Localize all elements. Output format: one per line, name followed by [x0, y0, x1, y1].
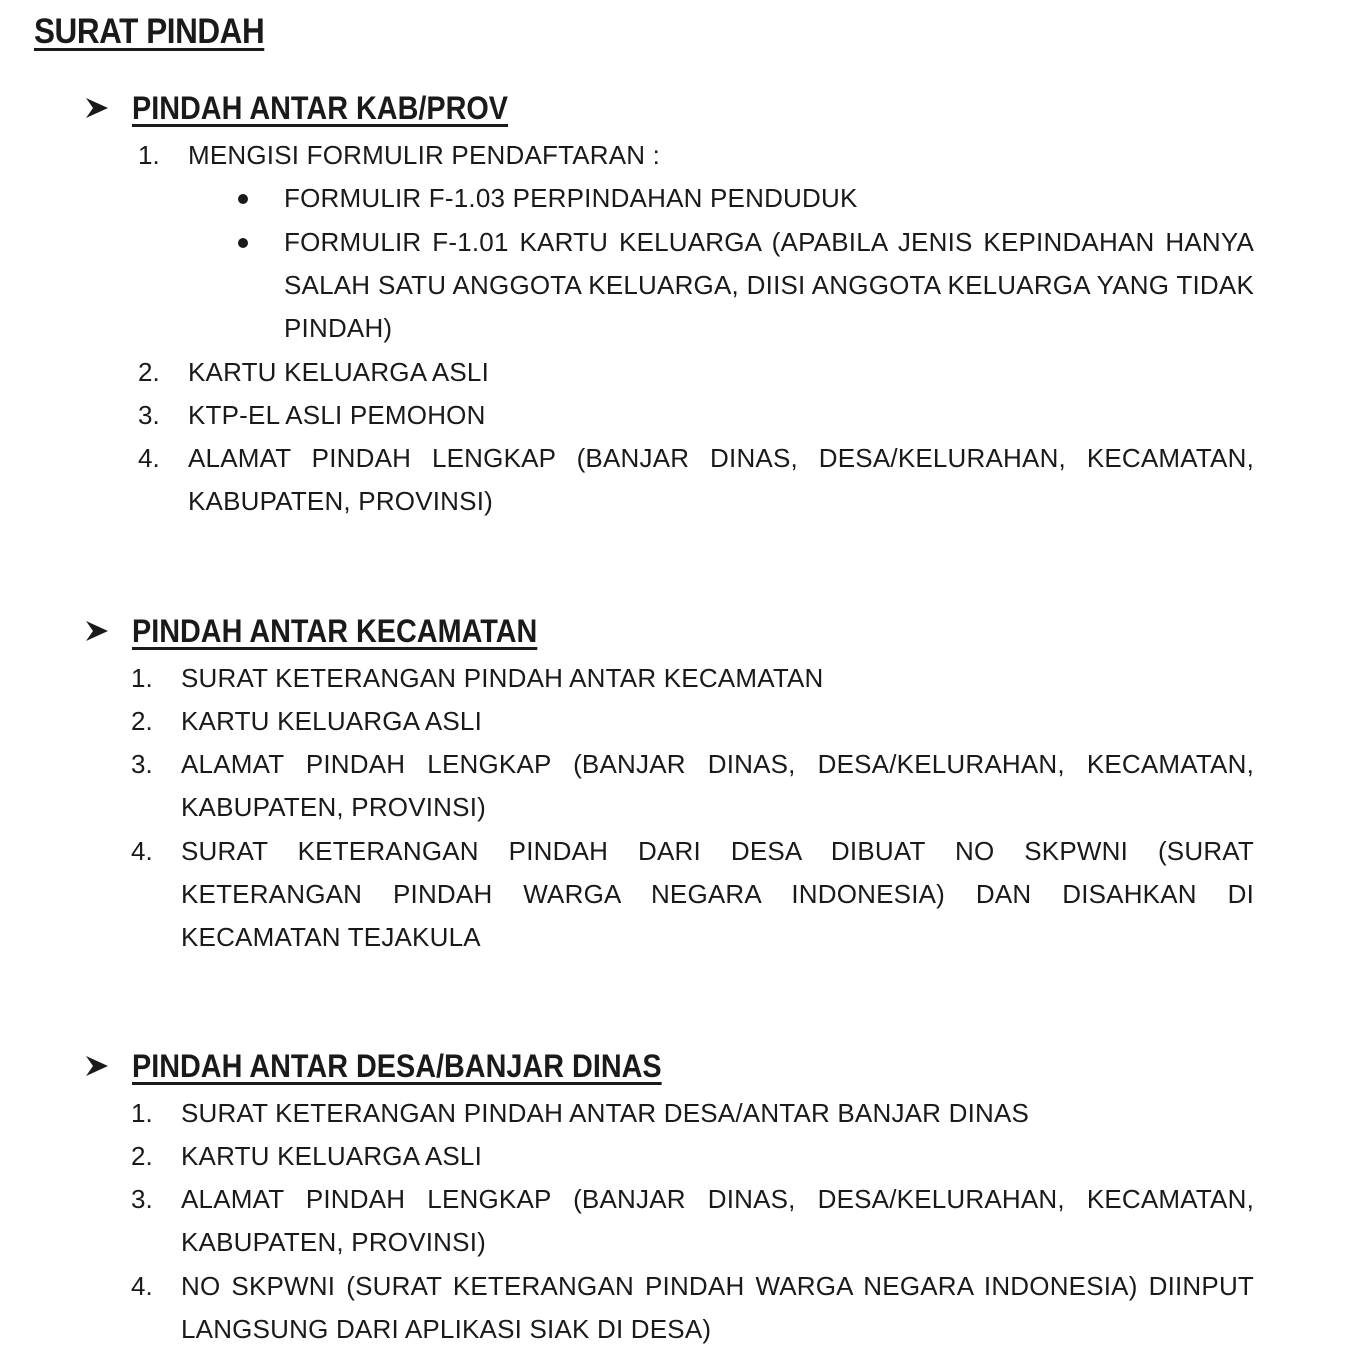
section-heading-row	[84, 86, 550, 130]
item-number: 4.	[138, 443, 160, 473]
section-heading: PINDAH ANTAR DESA/BANJAR DINAS	[132, 1047, 662, 1084]
item-number: 1.	[131, 1098, 153, 1128]
arrowhead-bullet-icon	[84, 95, 110, 121]
section-heading: PINDAH ANTAR KECAMATAN	[132, 612, 538, 649]
item-text: MENGISI FORMULIR PENDAFTARAN :	[188, 140, 661, 170]
item-text: SURAT KETERANGAN PINDAH ANTAR DESA/ANTAR BANJAR DINAS	[181, 1098, 1030, 1128]
item-text: NO SKPWNI (SURAT KETERANGAN PINDAH WARGA NEGARA INDONESIA) DIINPUT LANGSUNG DARI APLIKASI SIAK DI DESA)	[181, 1271, 1254, 1344]
item-number: 3.	[131, 1184, 153, 1214]
item-text: ALAMAT PINDAH LENGKAP (BANJAR DINAS, DESA/KELURAHAN, KECAMATAN, KABUPATEN, PROVINSI)	[181, 749, 1254, 822]
sub-item-text: FORMULIR F-1.03 PERPINDAHAN PENDUDUK	[284, 183, 858, 213]
document-title: SURAT PINDAH	[34, 12, 265, 51]
arrowhead-bullet-icon	[84, 618, 110, 644]
item-number: 2.	[138, 357, 160, 387]
item-text: SURAT KETERANGAN PINDAH DARI DESA DIBUAT NO SKPWNI (SURAT KETERANGAN PINDAH WARGA NEGARA INDONESIA) DAN DISAHKAN DI KECAMATAN TEJAKULA	[181, 836, 1254, 952]
arrowhead-bullet-icon	[84, 1053, 110, 1079]
item-number: 2.	[131, 706, 153, 736]
item-text: ALAMAT PINDAH LENGKAP (BANJAR DINAS, DESA/KELURAHAN, KECAMATAN, KABUPATEN, PROVINSI)	[181, 1184, 1254, 1257]
section-heading: PINDAH ANTAR KAB/PROV	[132, 89, 509, 126]
item-text: KARTU KELUARGA ASLI	[188, 357, 489, 387]
item-number: 4.	[131, 836, 153, 866]
filled-circle-bullet-icon	[238, 194, 248, 204]
item-text: ALAMAT PINDAH LENGKAP (BANJAR DINAS, DESA/KELURAHAN, KECAMATAN, KABUPATEN, PROVINSI)	[188, 443, 1254, 516]
item-text: SURAT KETERANGAN PINDAH ANTAR KECAMATAN	[181, 663, 824, 693]
section-heading-row	[84, 1044, 720, 1088]
item-number: 1.	[138, 140, 160, 170]
list-item	[138, 134, 1258, 177]
item-number: 1.	[131, 663, 153, 693]
item-text: KARTU KELUARGA ASLI	[181, 706, 482, 736]
item-number: 3.	[138, 400, 160, 430]
item-number: 3.	[131, 749, 153, 779]
item-text: KTP-EL ASLI PEMOHON	[188, 400, 486, 430]
item-number: 2.	[131, 1141, 153, 1171]
sub-item-text: FORMULIR F-1.01 KARTU KELUARGA (APABILA JENIS KEPINDAHAN HANYA SALAH SATU ANGGOTA KELUARGA, DIISI ANGGOTA KELUARGA YANG TIDAK PINDAH)	[284, 227, 1254, 343]
filled-circle-bullet-icon	[238, 238, 248, 248]
item-text: KARTU KELUARGA ASLI	[181, 1141, 482, 1171]
item-number: 4.	[131, 1271, 153, 1301]
section-heading-row	[84, 609, 582, 653]
